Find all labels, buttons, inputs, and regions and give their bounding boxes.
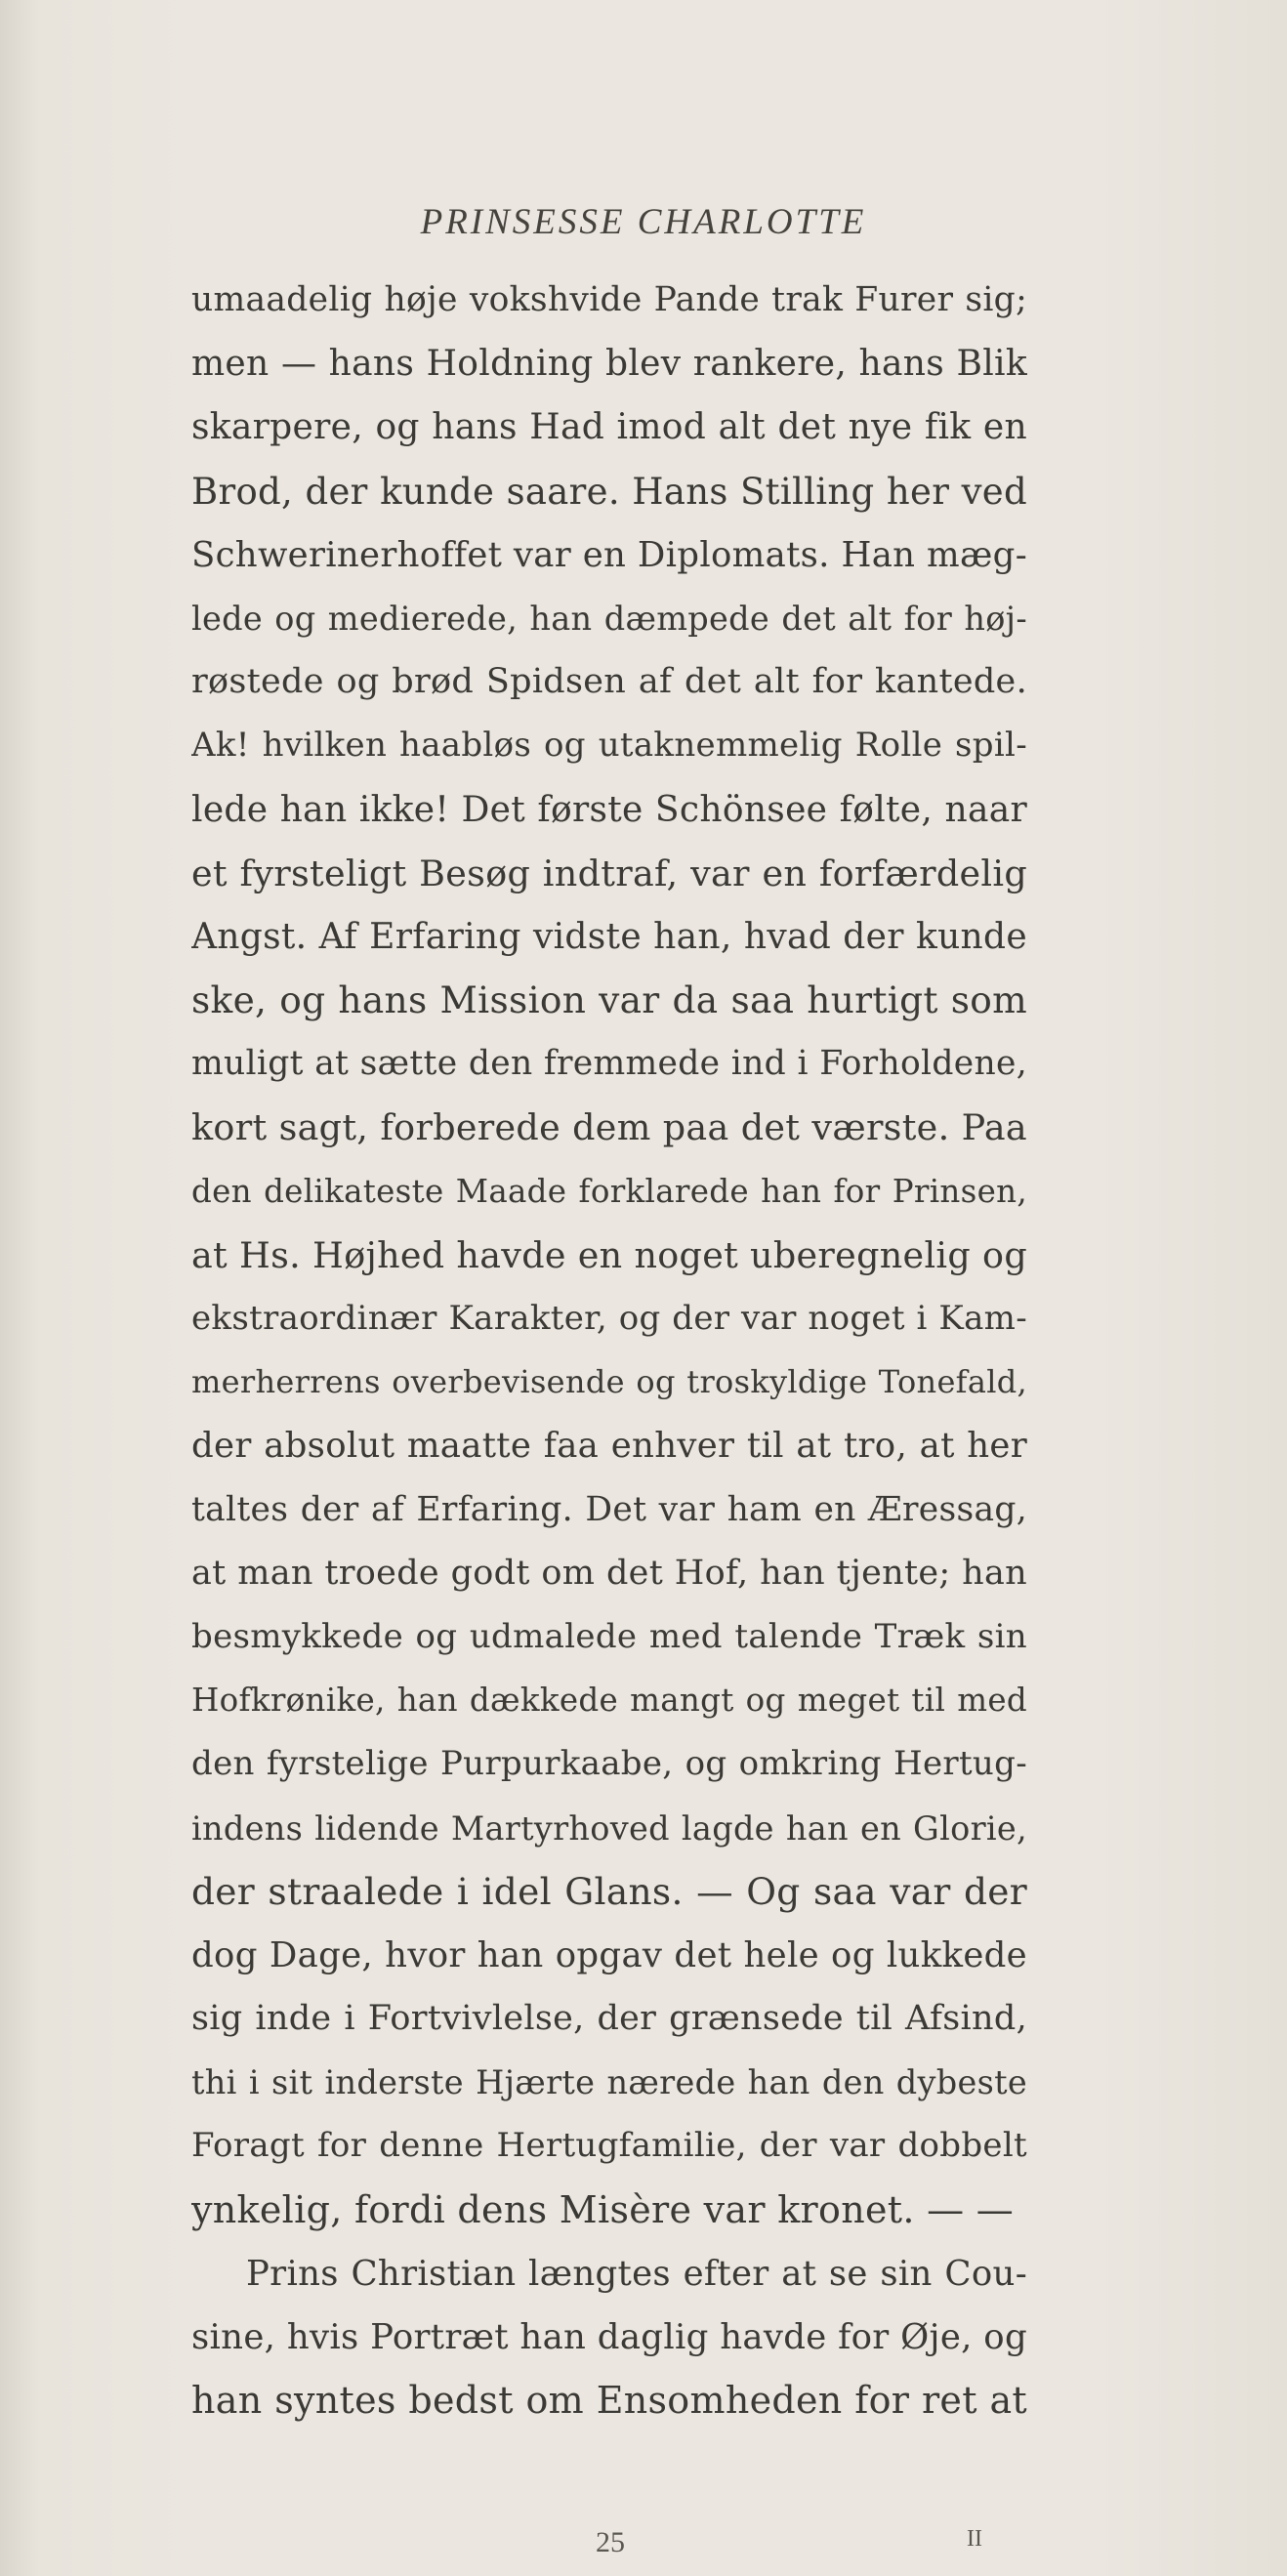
text-line: Hofkrønike, han dækkede mangt og meget til med <box>191 1682 1027 1720</box>
text-line: Foragt for denne Hertugfamilie, der var dobbelt <box>191 2126 1027 2166</box>
text-line: at man troede godt om det Hof, han tjente; han <box>191 1553 1027 1593</box>
text-line: thi i sit inderste Hjærte nærede han den dybeste <box>191 2063 1027 2102</box>
text-line: kort sagt, forberede dem paa det værste. Paa <box>191 1106 1027 1149</box>
text-line: at Hs. Højhed havde en noget uberegnelig og <box>191 1233 1027 1276</box>
text-line: Ak! hvilken haabløs og utaknemmelig Rolle spil- <box>191 726 1027 766</box>
page-number: 25 <box>596 2526 625 2558</box>
text-line: der absolut maatte faa enhver til at tro, at her <box>191 1426 1027 1467</box>
running-head: PRINSESSE CHARLOTTE <box>420 202 867 242</box>
text-line: den fyrstelige Purpurkaabe, og omkring Hertug- <box>191 1744 1027 1784</box>
text-line: Schwerinerhoffet var en Diplomats. Han mæg- <box>191 534 1027 575</box>
text-line: ske, og hans Mission var da saa hurtigt som <box>191 978 1027 1022</box>
text-line-paragraph-start: Prins Christian længtes efter at se sin Cou- <box>246 2253 1027 2294</box>
text-line: lede han ikke! Det første Schönsee følte, naar <box>191 789 1027 830</box>
text-line: ynkelig, fordi dens Misère var kronet. — — <box>191 2187 1015 2231</box>
text-line: umaadelig høje vokshvide Pande trak Furer sig; <box>191 280 1027 319</box>
text-line: sig inde i Fortvivlelse, der grænsede til Afsind, <box>191 1999 1027 2039</box>
text-line: den delikateste Maade forklarede han for Prinsen, <box>191 1172 1027 1210</box>
text-line: røstede og brød Spidsen af det alt for kantede. <box>191 662 1027 702</box>
text-line: et fyrsteligt Besøg indtraf, var en forfærdelig <box>191 852 1027 894</box>
text-line: sine, hvis Portræt han daglig havde for Øje, og <box>191 2317 1027 2357</box>
text-line: taltes der af Erfaring. Det var ham en Æressag, <box>191 1489 1027 1529</box>
body-text <box>191 269 1027 2432</box>
text-line: han syntes bedst om Ensomheden for ret at <box>191 2379 1027 2423</box>
text-line: indens lidende Martyrhoved lagde han en Glorie, <box>191 1808 1027 1848</box>
text-line: Angst. Af Erfaring vidste han, hvad der kunde <box>191 916 1027 957</box>
text-line: dog Dage, hvor han opgav det hele og lukkede <box>191 1934 1027 1975</box>
text-line: muligt at sætte den fremmede ind i Forholdene, <box>191 1044 1027 1084</box>
text-line: merherrens overbevisende og troskyldige Tonefald, <box>191 1363 1027 1401</box>
text-line: men — hans Holdning blev rankere, hans Blik <box>191 344 1027 385</box>
text-line: skarpere, og hans Had imod alt det nye fik en <box>191 407 1027 448</box>
text-line: lede og medierede, han dæmpede det alt for høj- <box>191 599 1027 638</box>
text-line: ekstraordinær Karakter, og der var noget i Kam- <box>191 1299 1027 1338</box>
text-line: der straalede i idel Glans. — Og saa var der <box>191 1869 1027 1913</box>
signature-mark: II <box>967 2526 982 2552</box>
text-line: Brod, der kunde saare. Hans Stilling her ved <box>191 470 1027 513</box>
text-line: besmykkede og udmalede med talende Træk sin <box>191 1616 1027 1656</box>
